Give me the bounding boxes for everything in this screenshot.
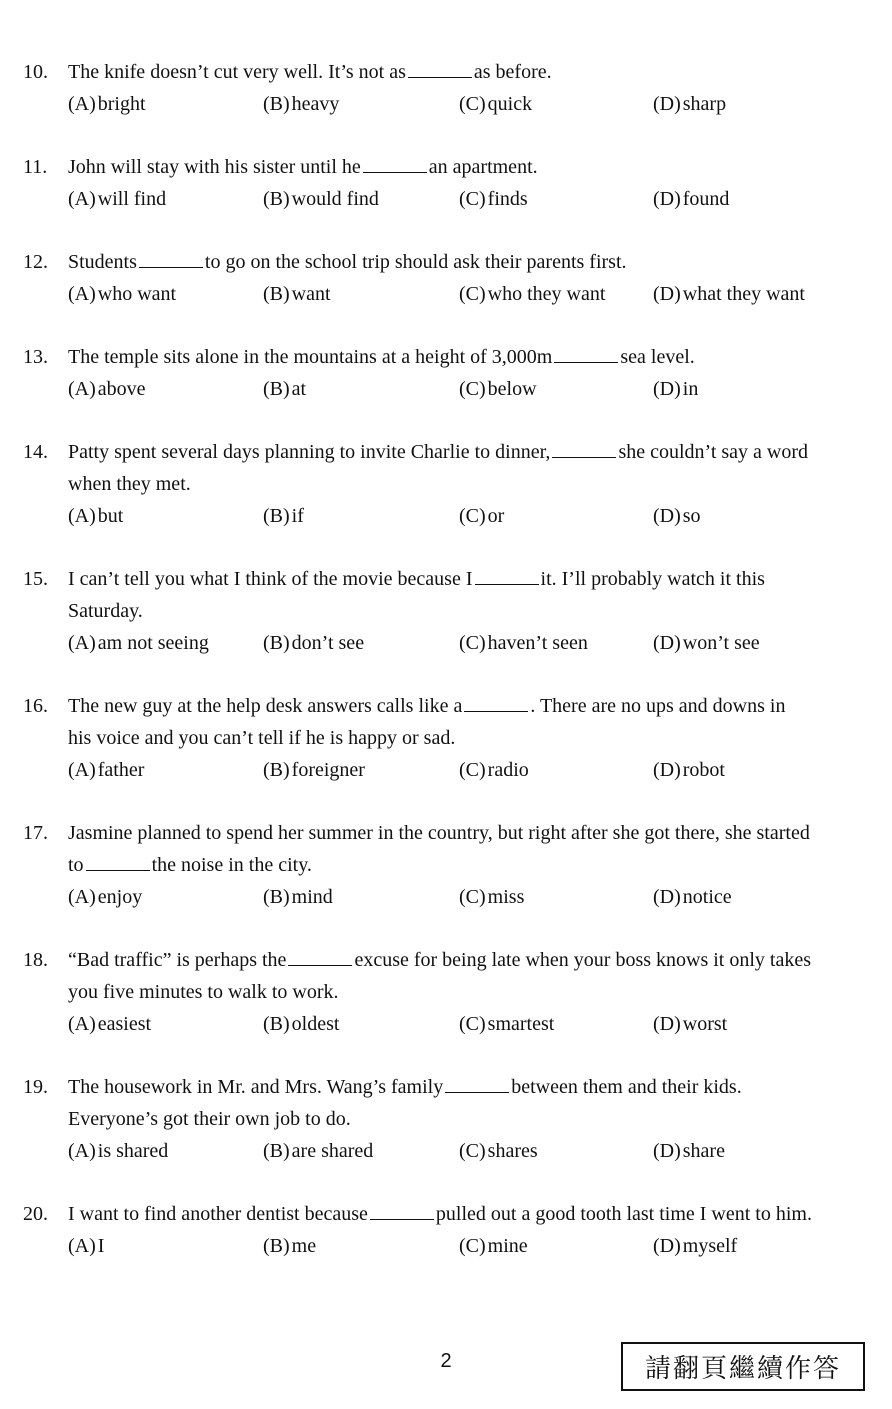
option-label: (D) — [653, 93, 681, 115]
answer-option[interactable] — [263, 1230, 316, 1262]
option-text: shares — [487, 1140, 538, 1162]
answer-blank — [370, 1201, 434, 1220]
option-text: are shared — [291, 1140, 374, 1162]
answer-option[interactable] — [653, 881, 732, 913]
question-text-after-blank: sea level. — [620, 346, 695, 368]
question-text-line — [68, 151, 538, 183]
answer-option[interactable] — [653, 500, 701, 532]
option-label: (A) — [68, 188, 96, 210]
question-text-line — [68, 722, 455, 754]
option-label: (D) — [653, 188, 681, 210]
answer-option[interactable] — [263, 183, 379, 215]
option-label: (A) — [68, 378, 96, 400]
question-text-before-blank: John will stay with his sister until he — [68, 156, 361, 178]
question-text-line — [68, 690, 785, 722]
answer-blank — [288, 947, 352, 966]
option-label: (C) — [459, 1235, 486, 1257]
option-text: who they want — [487, 283, 606, 305]
question-text-line — [68, 595, 143, 627]
option-label: (D) — [653, 1235, 681, 1257]
option-label: (B) — [263, 505, 290, 527]
question-text: Everyone’s got their own job to do. — [68, 1108, 351, 1130]
answer-option[interactable] — [68, 1008, 151, 1040]
question-text-after-blank: as before. — [473, 61, 552, 83]
question-text-before-blank: The temple sits alone in the mountains at a height of 3,000m — [68, 346, 553, 368]
option-label: (C) — [459, 1140, 486, 1162]
answer-blank — [464, 693, 528, 712]
option-text: won’t see — [682, 632, 760, 654]
question-text-after-blank: pulled out a good tooth last time I went to him. — [435, 1203, 812, 1225]
option-label: (A) — [68, 1140, 96, 1162]
answer-option[interactable] — [68, 373, 146, 405]
question-text-after-blank: an apartment. — [428, 156, 538, 178]
answer-option[interactable] — [459, 278, 605, 310]
option-label: (A) — [68, 1235, 96, 1257]
question-number: 10. — [23, 61, 48, 83]
option-text: what they want — [682, 283, 805, 305]
answer-option[interactable] — [68, 627, 209, 659]
answer-option[interactable] — [263, 881, 333, 913]
option-label: (B) — [263, 632, 290, 654]
option-text: myself — [682, 1235, 738, 1257]
question-text-line — [68, 1071, 742, 1103]
question-text-line — [68, 976, 339, 1008]
question-text-after-blank: she couldn’t say a word — [618, 441, 809, 463]
option-text: worst — [682, 1013, 728, 1035]
option-text: heavy — [291, 93, 340, 115]
question-text: when they met. — [68, 473, 191, 495]
answer-option[interactable] — [263, 627, 364, 659]
answer-option[interactable] — [263, 1135, 373, 1167]
answer-option[interactable] — [263, 88, 339, 120]
question-number: 16. — [23, 695, 48, 717]
option-label: (C) — [459, 759, 486, 781]
answer-blank — [86, 852, 150, 871]
option-label: (C) — [459, 378, 486, 400]
option-label: (D) — [653, 505, 681, 527]
option-text: enjoy — [97, 886, 143, 908]
option-label: (C) — [459, 505, 486, 527]
answer-option[interactable] — [68, 500, 123, 532]
answer-option[interactable] — [459, 183, 528, 215]
option-text: at — [291, 378, 307, 400]
option-text: miss — [487, 886, 525, 908]
option-text: foreigner — [291, 759, 365, 781]
option-text: radio — [487, 759, 529, 781]
option-text: below — [487, 378, 537, 400]
option-text: if — [291, 505, 304, 527]
question-number: 12. — [23, 251, 48, 273]
answer-option[interactable] — [459, 627, 588, 659]
question-text-line — [68, 563, 765, 595]
answer-option[interactable] — [653, 1230, 737, 1262]
option-text: who want — [97, 283, 177, 305]
question-text-line — [68, 1103, 351, 1135]
question-text-before-blank: I can’t tell you what I think of the movie because I — [68, 568, 473, 590]
answer-option[interactable] — [653, 754, 725, 786]
option-text: I — [97, 1235, 105, 1257]
option-label: (D) — [653, 632, 681, 654]
option-text: would find — [291, 188, 379, 210]
option-label: (C) — [459, 93, 486, 115]
question-text-after-blank: . There are no ups and downs in — [530, 695, 786, 717]
answer-option[interactable] — [459, 1008, 554, 1040]
question-text-line — [68, 436, 808, 468]
option-text: sharp — [682, 93, 727, 115]
option-text: is shared — [97, 1140, 169, 1162]
answer-blank — [445, 1074, 509, 1093]
question-text: Saturday. — [68, 600, 143, 622]
answer-option[interactable] — [263, 754, 365, 786]
option-label: (D) — [653, 378, 681, 400]
answer-option[interactable] — [68, 1230, 104, 1262]
answer-option[interactable] — [263, 278, 331, 310]
question-text-line — [68, 849, 312, 881]
option-label: (C) — [459, 632, 486, 654]
option-label: (B) — [263, 1140, 290, 1162]
question-text-line — [68, 468, 191, 500]
option-text: me — [291, 1235, 317, 1257]
option-label: (A) — [68, 283, 96, 305]
question-text-line — [68, 1198, 812, 1230]
turn-page-notice: 請翻頁繼續作答 — [621, 1342, 865, 1391]
answer-blank — [363, 154, 427, 173]
option-text: easiest — [97, 1013, 152, 1035]
option-text: oldest — [291, 1013, 340, 1035]
option-text: found — [682, 188, 730, 210]
question-text-before-blank: I want to find another dentist because — [68, 1203, 368, 1225]
question-text-before-blank: Patty spent several days planning to invite Charlie to dinner, — [68, 441, 551, 463]
question-text-before-blank: Students — [68, 251, 137, 273]
option-label: (D) — [653, 759, 681, 781]
question-text: his voice and you can’t tell if he is happy or sad. — [68, 727, 456, 749]
answer-blank — [552, 439, 616, 458]
question-number: 18. — [23, 949, 48, 971]
question-text-line — [68, 944, 811, 976]
option-label: (B) — [263, 93, 290, 115]
option-label: (B) — [263, 283, 290, 305]
answer-option[interactable] — [653, 627, 760, 659]
question-text-after-blank: to go on the school trip should ask their parents first. — [204, 251, 627, 273]
question-text-after-blank: the noise in the city. — [151, 854, 312, 876]
question-number: 17. — [23, 822, 48, 844]
option-text: want — [291, 283, 331, 305]
question-text-before-blank: The housework in Mr. and Mrs. Wang’s family — [68, 1076, 444, 1098]
option-text: share — [682, 1140, 725, 1162]
answer-option[interactable] — [653, 88, 726, 120]
option-label: (A) — [68, 759, 96, 781]
option-label: (D) — [653, 283, 681, 305]
answer-blank — [554, 344, 618, 363]
question-number: 13. — [23, 346, 48, 368]
option-text: above — [97, 378, 146, 400]
option-label: (D) — [653, 1013, 681, 1035]
question-text-before-blank: to — [68, 854, 84, 876]
option-text: mind — [291, 886, 333, 908]
option-label: (A) — [68, 505, 96, 527]
answer-option[interactable] — [68, 881, 142, 913]
option-text: but — [97, 505, 124, 527]
option-text: am not seeing — [97, 632, 209, 654]
option-label: (D) — [653, 1140, 681, 1162]
answer-option[interactable] — [459, 1230, 528, 1262]
option-label: (A) — [68, 886, 96, 908]
question-text-before-blank: “Bad traffic” is perhaps the — [68, 949, 287, 971]
option-text: or — [487, 505, 505, 527]
question-text-line — [68, 246, 627, 278]
option-text: father — [97, 759, 145, 781]
answer-option[interactable] — [653, 183, 729, 215]
answer-option[interactable] — [653, 1008, 727, 1040]
option-text: bright — [97, 93, 146, 115]
answer-option[interactable] — [68, 1135, 168, 1167]
option-text: quick — [487, 93, 533, 115]
answer-option[interactable] — [459, 754, 529, 786]
answer-option[interactable] — [68, 278, 176, 310]
question-number: 15. — [23, 568, 48, 590]
answer-option[interactable] — [68, 754, 144, 786]
question-text-line — [68, 56, 552, 88]
option-text: will find — [97, 188, 167, 210]
question-text-after-blank: excuse for being late when your boss knows it only takes — [354, 949, 812, 971]
option-label: (C) — [459, 1013, 486, 1035]
option-text: so — [682, 505, 701, 527]
answer-option[interactable] — [263, 500, 304, 532]
option-label: (B) — [263, 886, 290, 908]
option-text: mine — [487, 1235, 528, 1257]
question-number: 19. — [23, 1076, 48, 1098]
answer-blank — [475, 566, 539, 585]
answer-option[interactable] — [459, 500, 504, 532]
option-label: (B) — [263, 1235, 290, 1257]
answer-option[interactable] — [68, 183, 166, 215]
option-label: (A) — [68, 1013, 96, 1035]
answer-blank — [408, 59, 472, 78]
option-label: (B) — [263, 1013, 290, 1035]
option-label: (B) — [263, 378, 290, 400]
answer-option[interactable] — [68, 88, 146, 120]
option-text: robot — [682, 759, 725, 781]
option-text: in — [682, 378, 699, 400]
answer-option[interactable] — [653, 1135, 725, 1167]
option-label: (C) — [459, 886, 486, 908]
question-number: 20. — [23, 1203, 48, 1225]
answer-option[interactable] — [263, 373, 306, 405]
answer-option[interactable] — [263, 1008, 339, 1040]
answer-option[interactable] — [459, 1135, 538, 1167]
answer-option[interactable] — [459, 881, 524, 913]
option-text: haven’t seen — [487, 632, 588, 654]
option-text: don’t see — [291, 632, 365, 654]
option-text: finds — [487, 188, 528, 210]
option-label: (A) — [68, 632, 96, 654]
question-text: you five minutes to walk to work. — [68, 981, 339, 1003]
question-text-after-blank: it. I’ll probably watch it this — [540, 568, 765, 590]
question-text: Jasmine planned to spend her summer in the country, but right after she got there, she started — [68, 822, 810, 844]
option-label: (D) — [653, 886, 681, 908]
question-number: 11. — [23, 156, 48, 178]
page-number: 2 — [440, 1350, 452, 1372]
answer-option[interactable] — [459, 373, 537, 405]
answer-option[interactable] — [653, 373, 698, 405]
question-number: 14. — [23, 441, 48, 463]
option-label: (A) — [68, 93, 96, 115]
question-text-before-blank: The knife doesn’t cut very well. It’s not as — [68, 61, 406, 83]
question-text-before-blank: The new guy at the help desk answers calls like a — [68, 695, 463, 717]
answer-option[interactable] — [459, 88, 532, 120]
option-label: (C) — [459, 188, 486, 210]
option-text: smartest — [487, 1013, 555, 1035]
option-label: (B) — [263, 188, 290, 210]
answer-option[interactable] — [653, 278, 805, 310]
answer-blank — [139, 249, 203, 268]
option-label: (B) — [263, 759, 290, 781]
option-text: notice — [682, 886, 732, 908]
question-text-after-blank: between them and their kids. — [511, 1076, 742, 1098]
question-text-line — [68, 341, 695, 373]
option-label: (C) — [459, 283, 486, 305]
question-text-line — [68, 817, 810, 849]
